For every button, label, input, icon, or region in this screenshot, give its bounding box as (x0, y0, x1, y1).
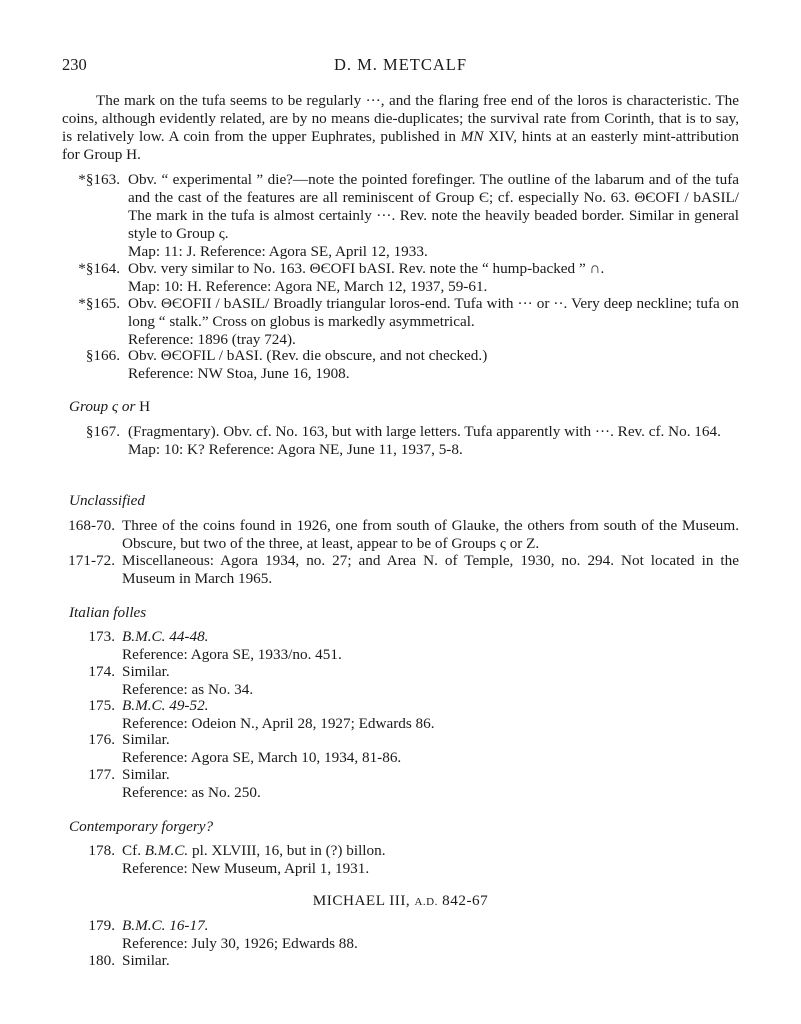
reign-years: 842-67 (437, 892, 489, 909)
entry-number: §167. (85, 423, 120, 440)
entry-description: Three of the coins found in 1926, one from south of Glauke, the others from south of the Museum. Obscure, but two of the three, at least, appear to be of Groups ς or Z. (122, 517, 739, 552)
entry-description: (Fragmentary). Obv. cf. No. 163, but with large letters. Tufa apparently with ···. Rev. cf. No. 164. (128, 423, 721, 440)
entry-catalogue: B.M.C. (144, 842, 189, 859)
intro-paragraph (62, 92, 739, 164)
entry-number: *§165. (78, 295, 120, 312)
entry-reference: Reference: NW Stoa, June 16, 1908. (128, 365, 350, 382)
intro-text-2: XIV, hints at an easterly mint-attribution for Group H. (62, 128, 740, 163)
entry-catalogue: Similar. (122, 731, 170, 748)
page-header (62, 56, 739, 78)
entry-number: 179. (88, 917, 115, 934)
section-heading-letter: H (135, 398, 151, 415)
entry-163 (62, 171, 739, 261)
entry-description: Obv. “ experimental ” die?—note the pointed forefinger. The outline of the labarum and of the tufa and the cast of the features are all reminiscent of Group Є; cf. especially No. 63. ΘЄOFI / bASIL/ The mark in the tufa is almost certainly ···. Rev. note the heavily beaded border. Similar in general style to Group ς. (128, 171, 739, 242)
era-abbreviation: A.D. (414, 896, 438, 908)
entry-catalogue: B.M.C. 16-17. (122, 917, 209, 934)
entry-catalogue: B.M.C. 49-52. (122, 697, 209, 714)
entry-166 (62, 347, 739, 383)
entry-description: Obv. ΘЄOFIL / bASI. (Rev. die obscure, and not checked.) (128, 347, 488, 364)
intro-text-1: The mark on the tufa seems to be regularly ···, and the flaring free end of the loros is characteristic. The coins, although evidently related, are by no means die-duplicates; the survival rate from Corinth, that is to say, is relatively low. A coin from the upper Euphrates, published in (62, 92, 739, 145)
section-heading-michael-iii (62, 892, 739, 911)
entry-reference: Reference: Agora SE, March 10, 1934, 81-86. (122, 749, 402, 766)
page-number: 230 (62, 55, 87, 74)
entry-reference: Reference: Agora SE, 1933/no. 451. (122, 646, 342, 663)
entry-176 (62, 731, 739, 767)
entry-168-70 (62, 517, 739, 553)
entry-number: 177. (88, 766, 115, 783)
entry-number: 176. (88, 731, 115, 748)
entry-reference: Reference: as No. 34. (122, 681, 254, 698)
entry-description (122, 842, 739, 860)
entry-text: Cf. (122, 842, 145, 859)
entry-catalogue: B.M.C. 44-48. (122, 628, 209, 645)
entry-174 (62, 663, 739, 699)
entry-reference: Reference: July 30, 1926; Edwards 88. (122, 935, 358, 952)
entry-reference: Reference: Odeion N., April 28, 1927; Edwards 86. (122, 715, 435, 732)
entry-description: Obv. ΘЄOFII / bASIL/ Broadly triangular loros-end. Tufa with ··· or ··. Very deep neckline; tufa on long “ stalk.” Cross on globus is markedly asymmetrical. (128, 295, 739, 330)
entry-number: 175. (88, 697, 115, 714)
entry-text: pl. XLVIII, 16, but in (?) billon. (188, 842, 386, 859)
entry-reference: Reference: 1896 (tray 724). (128, 331, 296, 348)
entry-180 (62, 952, 739, 970)
running-head: D. M. METCALF (333, 55, 468, 74)
entry-reference: Map: 10: K? Reference: Agora NE, June 11, 1937, 5-8. (128, 441, 463, 458)
entry-177 (62, 766, 739, 802)
entry-description: Miscellaneous: Agora 1934, no. 27; and Area N. of Temple, 1930, no. 294. Not located in the Museum in March 1965. (122, 552, 739, 587)
entry-164 (62, 260, 739, 296)
entry-number: 171-72. (68, 552, 115, 569)
entry-178 (62, 842, 739, 878)
entry-catalogue: Similar. (122, 663, 170, 680)
entry-165 (62, 295, 739, 349)
section-heading-italic: Group ς or (69, 398, 136, 415)
section-heading-italian-folles: Italian folles (69, 604, 147, 621)
entry-catalogue: Similar. (122, 766, 170, 783)
entry-reference: Reference: as No. 250. (122, 784, 261, 801)
section-heading-unclassified: Unclassified (69, 492, 145, 509)
intro-text-mn: MN (460, 128, 484, 145)
entry-description: Obv. very similar to No. 163. ΘЄOFI bASI. Rev. note the “ hump-backed ” ∩. (128, 260, 605, 277)
entry-reference: Map: 11: J. Reference: Agora SE, April 12, 1933. (128, 243, 428, 260)
entry-171-72 (62, 552, 739, 588)
entry-167 (62, 423, 739, 459)
entry-179 (62, 917, 739, 953)
entry-catalogue: Similar. (122, 952, 170, 969)
entry-reference: Map: 10: H. Reference: Agora NE, March 12, 1937, 59-61. (128, 278, 488, 295)
section-heading-forgery: Contemporary forgery? (69, 818, 214, 835)
entry-reference: Reference: New Museum, April 1, 1931. (122, 860, 370, 877)
entry-number: 174. (88, 663, 115, 680)
entry-number: §166. (85, 347, 120, 364)
entry-number: 168-70. (68, 517, 115, 534)
entry-175 (62, 697, 739, 733)
entry-number: *§163. (78, 171, 120, 188)
entry-number: *§164. (78, 260, 120, 277)
entry-number: 178. (88, 842, 115, 859)
entry-number: 173. (88, 628, 115, 645)
section-heading-group-c-or-h (69, 398, 150, 416)
ruler-name: MICHAEL III, (312, 892, 415, 909)
entry-number: 180. (88, 952, 115, 969)
entry-173 (62, 628, 739, 664)
